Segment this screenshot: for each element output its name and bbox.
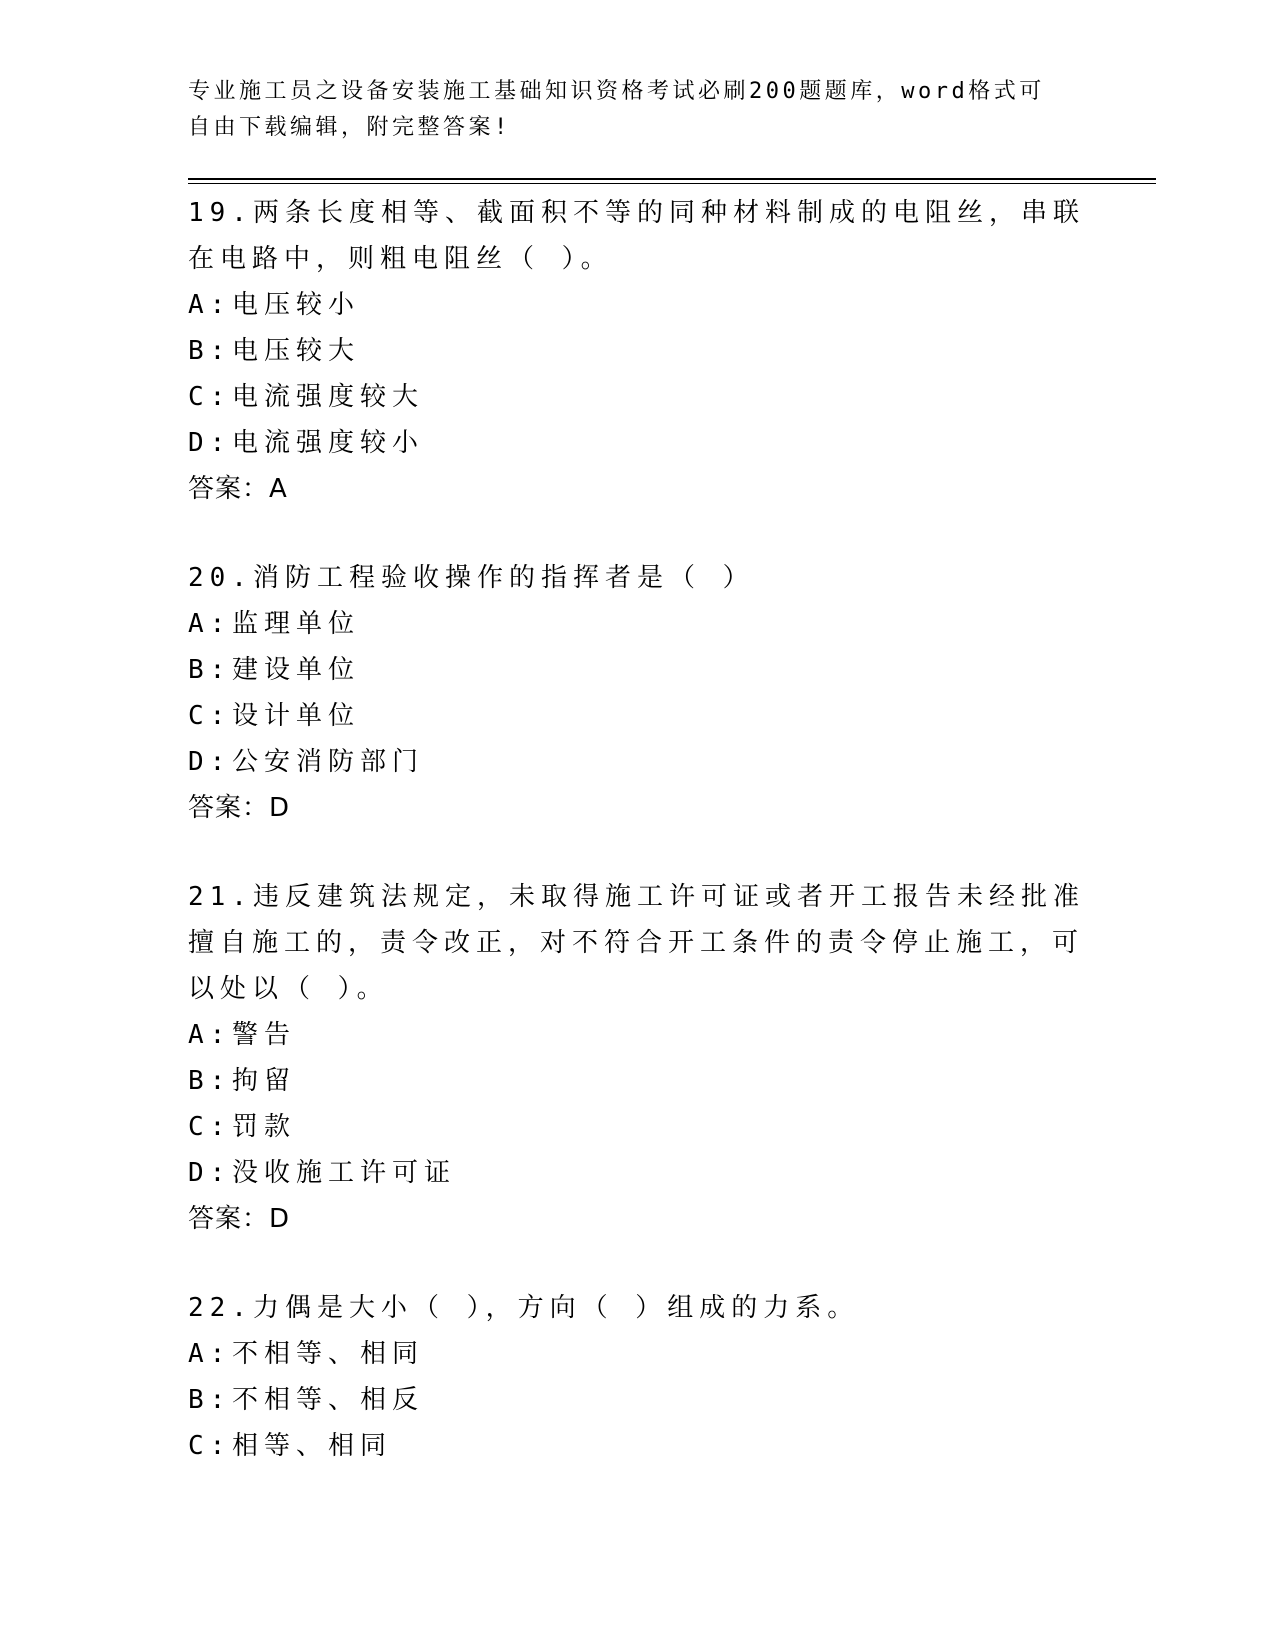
question-list bbox=[188, 190, 1088, 1512]
answer-line: 答案：D bbox=[188, 793, 291, 823]
question-stem: 21.违反建筑法规定，未取得施工许可证或者开工报告未经批准擅自施工的，责令改正，对不符合开工条件的责令停止施工，可以处以（ ）。 bbox=[188, 882, 1085, 1004]
option-text: 不相等、相同 bbox=[232, 1339, 425, 1369]
option-text: 罚款 bbox=[232, 1112, 297, 1142]
option-label: A: bbox=[188, 609, 232, 639]
option-label: C: bbox=[188, 1431, 232, 1461]
option-c bbox=[188, 374, 1088, 420]
option-d bbox=[188, 420, 1088, 466]
option-text: 电压较大 bbox=[232, 336, 361, 366]
option-text: 设计单位 bbox=[232, 701, 361, 731]
header-divider-thick bbox=[188, 178, 1156, 180]
option-c bbox=[188, 693, 1088, 739]
question-22 bbox=[188, 1285, 1088, 1469]
option-b bbox=[188, 328, 1088, 374]
question-stem: 22.力偶是大小（ ），方向（ ）组成的力系。 bbox=[188, 1293, 860, 1323]
option-label: D: bbox=[188, 1158, 232, 1188]
answer-line: 答案：A bbox=[188, 474, 288, 504]
option-label: D: bbox=[188, 428, 232, 458]
option-a bbox=[188, 1331, 1088, 1377]
option-b bbox=[188, 1377, 1088, 1423]
option-text: 警告 bbox=[232, 1020, 297, 1050]
option-d bbox=[188, 739, 1088, 785]
question-19 bbox=[188, 190, 1088, 512]
option-label: B: bbox=[188, 1066, 232, 1096]
question-21 bbox=[188, 874, 1088, 1242]
option-a bbox=[188, 601, 1088, 647]
option-label: B: bbox=[188, 336, 232, 366]
option-d bbox=[188, 1150, 1088, 1196]
option-text: 拘留 bbox=[232, 1066, 297, 1096]
option-text: 没收施工许可证 bbox=[232, 1158, 457, 1188]
option-text: 电压较小 bbox=[232, 290, 361, 320]
option-text: 公安消防部门 bbox=[232, 747, 425, 777]
option-b bbox=[188, 647, 1088, 693]
option-label: A: bbox=[188, 1020, 232, 1050]
option-b bbox=[188, 1058, 1088, 1104]
option-a bbox=[188, 1012, 1088, 1058]
option-label: A: bbox=[188, 1339, 232, 1369]
option-text: 不相等、相反 bbox=[232, 1385, 425, 1415]
document-header: 专业施工员之设备安装施工基础知识资格考试必刷200题题库，word格式可自由下载编辑，附完整答案! bbox=[188, 79, 1045, 140]
option-label: C: bbox=[188, 382, 232, 412]
option-text: 相等、相同 bbox=[232, 1431, 393, 1461]
question-20 bbox=[188, 555, 1088, 831]
option-label: C: bbox=[188, 701, 232, 731]
header-divider-thin bbox=[188, 183, 1156, 184]
option-text: 电流强度较小 bbox=[232, 428, 425, 458]
question-stem: 19.两条长度相等、截面积不等的同种材料制成的电阻丝，串联在电路中，则粗电阻丝（ ）。 bbox=[188, 198, 1085, 274]
answer-line: 答案：D bbox=[188, 1204, 291, 1234]
option-label: C: bbox=[188, 1112, 232, 1142]
option-label: D: bbox=[188, 747, 232, 777]
option-c bbox=[188, 1423, 1088, 1469]
option-a bbox=[188, 282, 1088, 328]
option-label: B: bbox=[188, 655, 232, 685]
option-text: 建设单位 bbox=[232, 655, 361, 685]
option-text: 电流强度较大 bbox=[232, 382, 425, 412]
option-label: B: bbox=[188, 1385, 232, 1415]
option-label: A: bbox=[188, 290, 232, 320]
option-text: 监理单位 bbox=[232, 609, 361, 639]
option-c bbox=[188, 1104, 1088, 1150]
question-stem: 20.消防工程验收操作的指挥者是（ ） bbox=[188, 563, 755, 593]
